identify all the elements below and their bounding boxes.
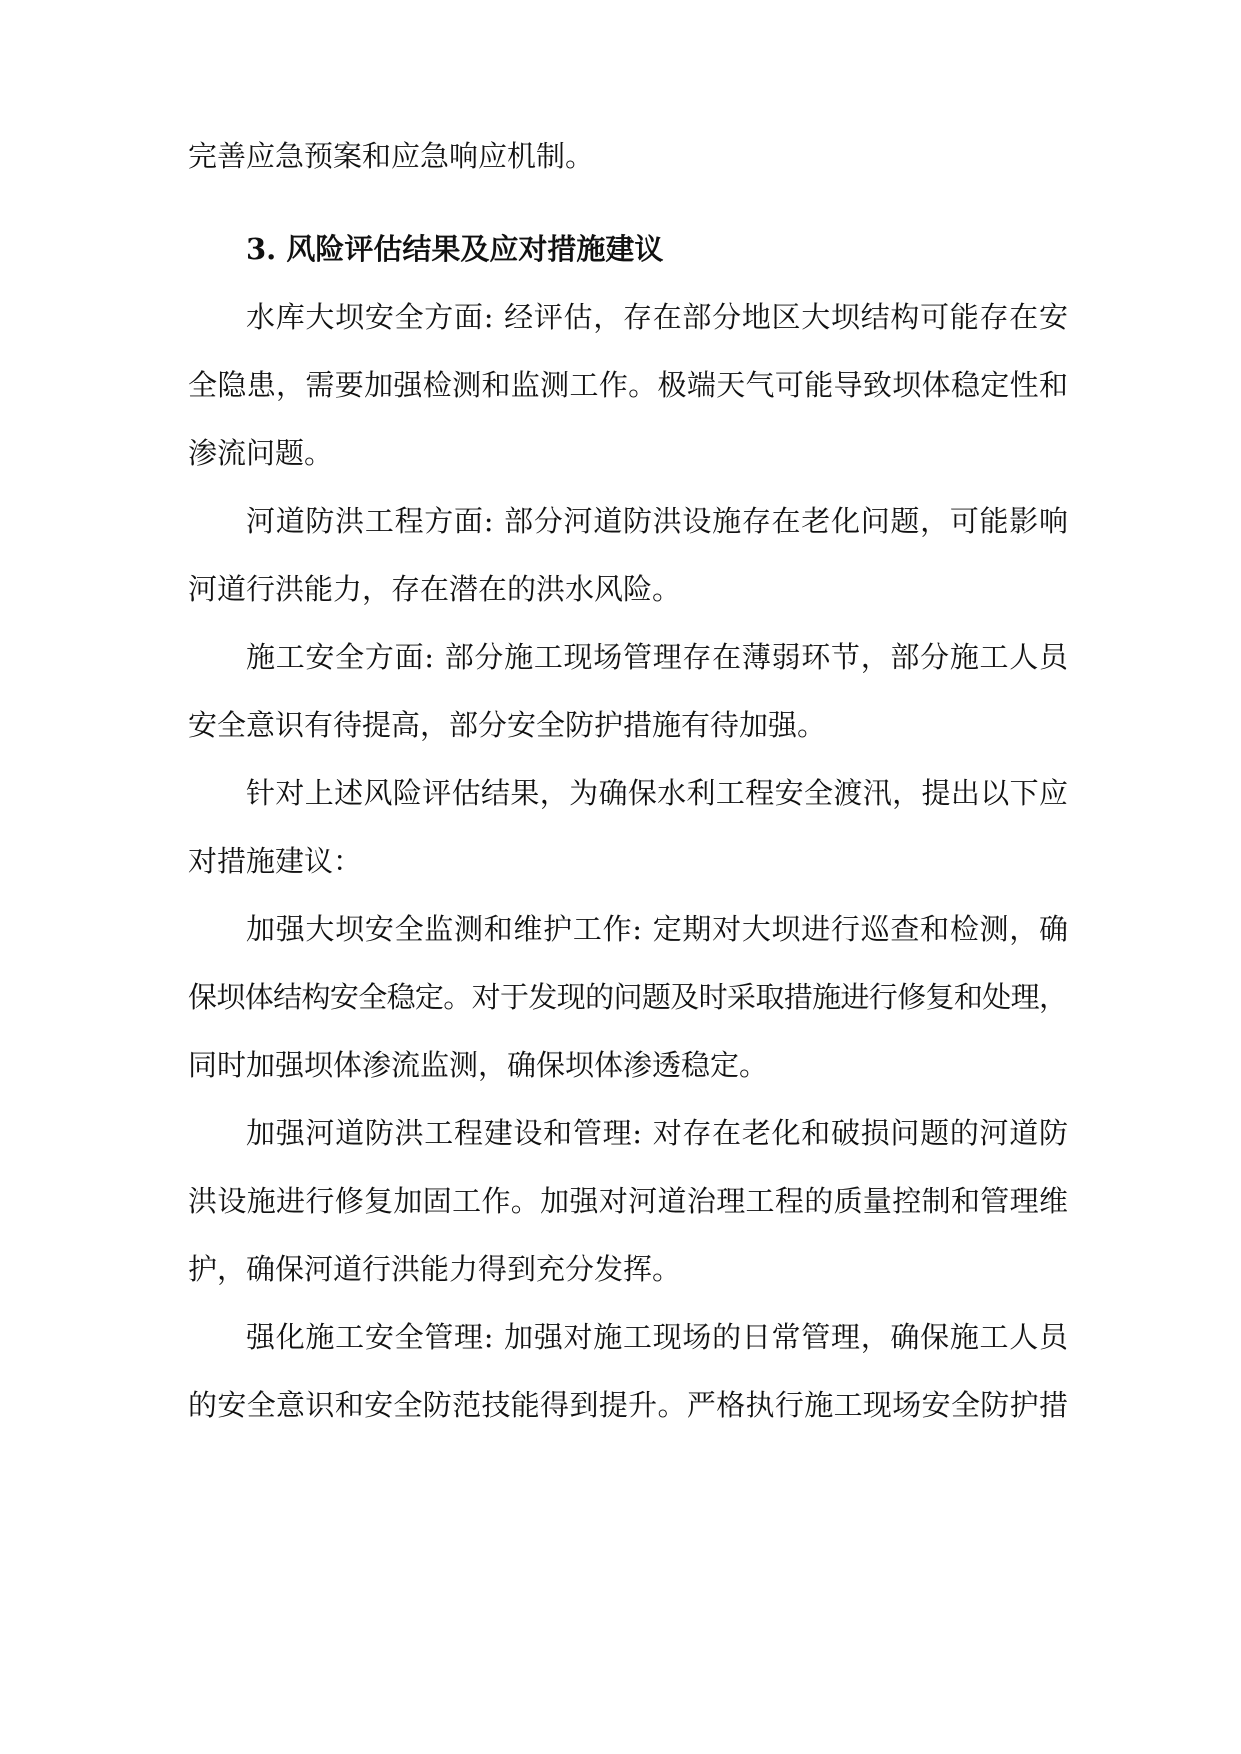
paragraph-line: 渗流问题。 xyxy=(188,436,334,470)
intro-tail-line: 完善应急预案和应急响应机制。 xyxy=(188,139,595,173)
paragraph-line: 河道行洪能力，存在潜在的洪水风险。 xyxy=(188,572,682,606)
paragraph-line xyxy=(246,1113,1068,1153)
section-heading: 3. 风险评估结果及应对措施建议 xyxy=(246,232,664,266)
paragraph-text: 全隐患，需要加强检测和监测工作。极端天气可能导致坝体稳定性和 xyxy=(188,368,1069,402)
paragraph-line xyxy=(188,977,1068,1017)
paragraph-line xyxy=(246,637,1068,677)
paragraph-text: 施工安全方面: 部分施工现场管理存在薄弱环节，部分施工人员 xyxy=(246,640,1069,674)
paragraph-text: 河道防洪工程方面: 部分河道防洪设施存在老化问题，可能影响 xyxy=(246,504,1069,538)
paragraph-text: 保坝体结构安全稳定。对于发现的问题及时采取措施进行修复和处理， xyxy=(188,980,1068,1014)
paragraph-line: 安全意识有待提高，部分安全防护措施有待加强。 xyxy=(188,708,827,742)
paragraph-line: 对措施建议： xyxy=(188,844,363,878)
paragraph-text: 加强河道防洪工程建设和管理: 对存在老化和破损问题的河道防 xyxy=(246,1116,1069,1150)
paragraph-text: 洪设施进行修复加固工作。加强对河道治理工程的质量控制和管理维 xyxy=(188,1184,1069,1218)
paragraph-text: 的安全意识和安全防范技能得到提升。严格执行施工现场安全防护措 xyxy=(188,1388,1069,1422)
paragraph-line xyxy=(246,297,1068,337)
paragraph-text: 强化施工安全管理: 加强对施工现场的日常管理，确保施工人员 xyxy=(246,1320,1069,1354)
paragraph-line xyxy=(246,773,1068,813)
paragraph-line xyxy=(246,909,1068,949)
paragraph-text: 水库大坝安全方面: 经评估，存在部分地区大坝结构可能存在安 xyxy=(246,300,1069,334)
paragraph-line xyxy=(246,501,1068,541)
paragraph-text: 加强大坝安全监测和维护工作: 定期对大坝进行巡查和检测，确 xyxy=(246,912,1069,946)
paragraph-line xyxy=(246,1317,1068,1357)
paragraph-line xyxy=(188,365,1068,405)
paragraph-line xyxy=(188,1181,1068,1221)
paragraph-line: 同时加强坝体渗流监测，确保坝体渗透稳定。 xyxy=(188,1048,769,1082)
paragraph-line: 护，确保河道行洪能力得到充分发挥。 xyxy=(188,1252,682,1286)
paragraph-text: 针对上述风险评估结果，为确保水利工程安全渡汛，提出以下应 xyxy=(246,776,1069,810)
paragraph-line xyxy=(188,1385,1068,1425)
